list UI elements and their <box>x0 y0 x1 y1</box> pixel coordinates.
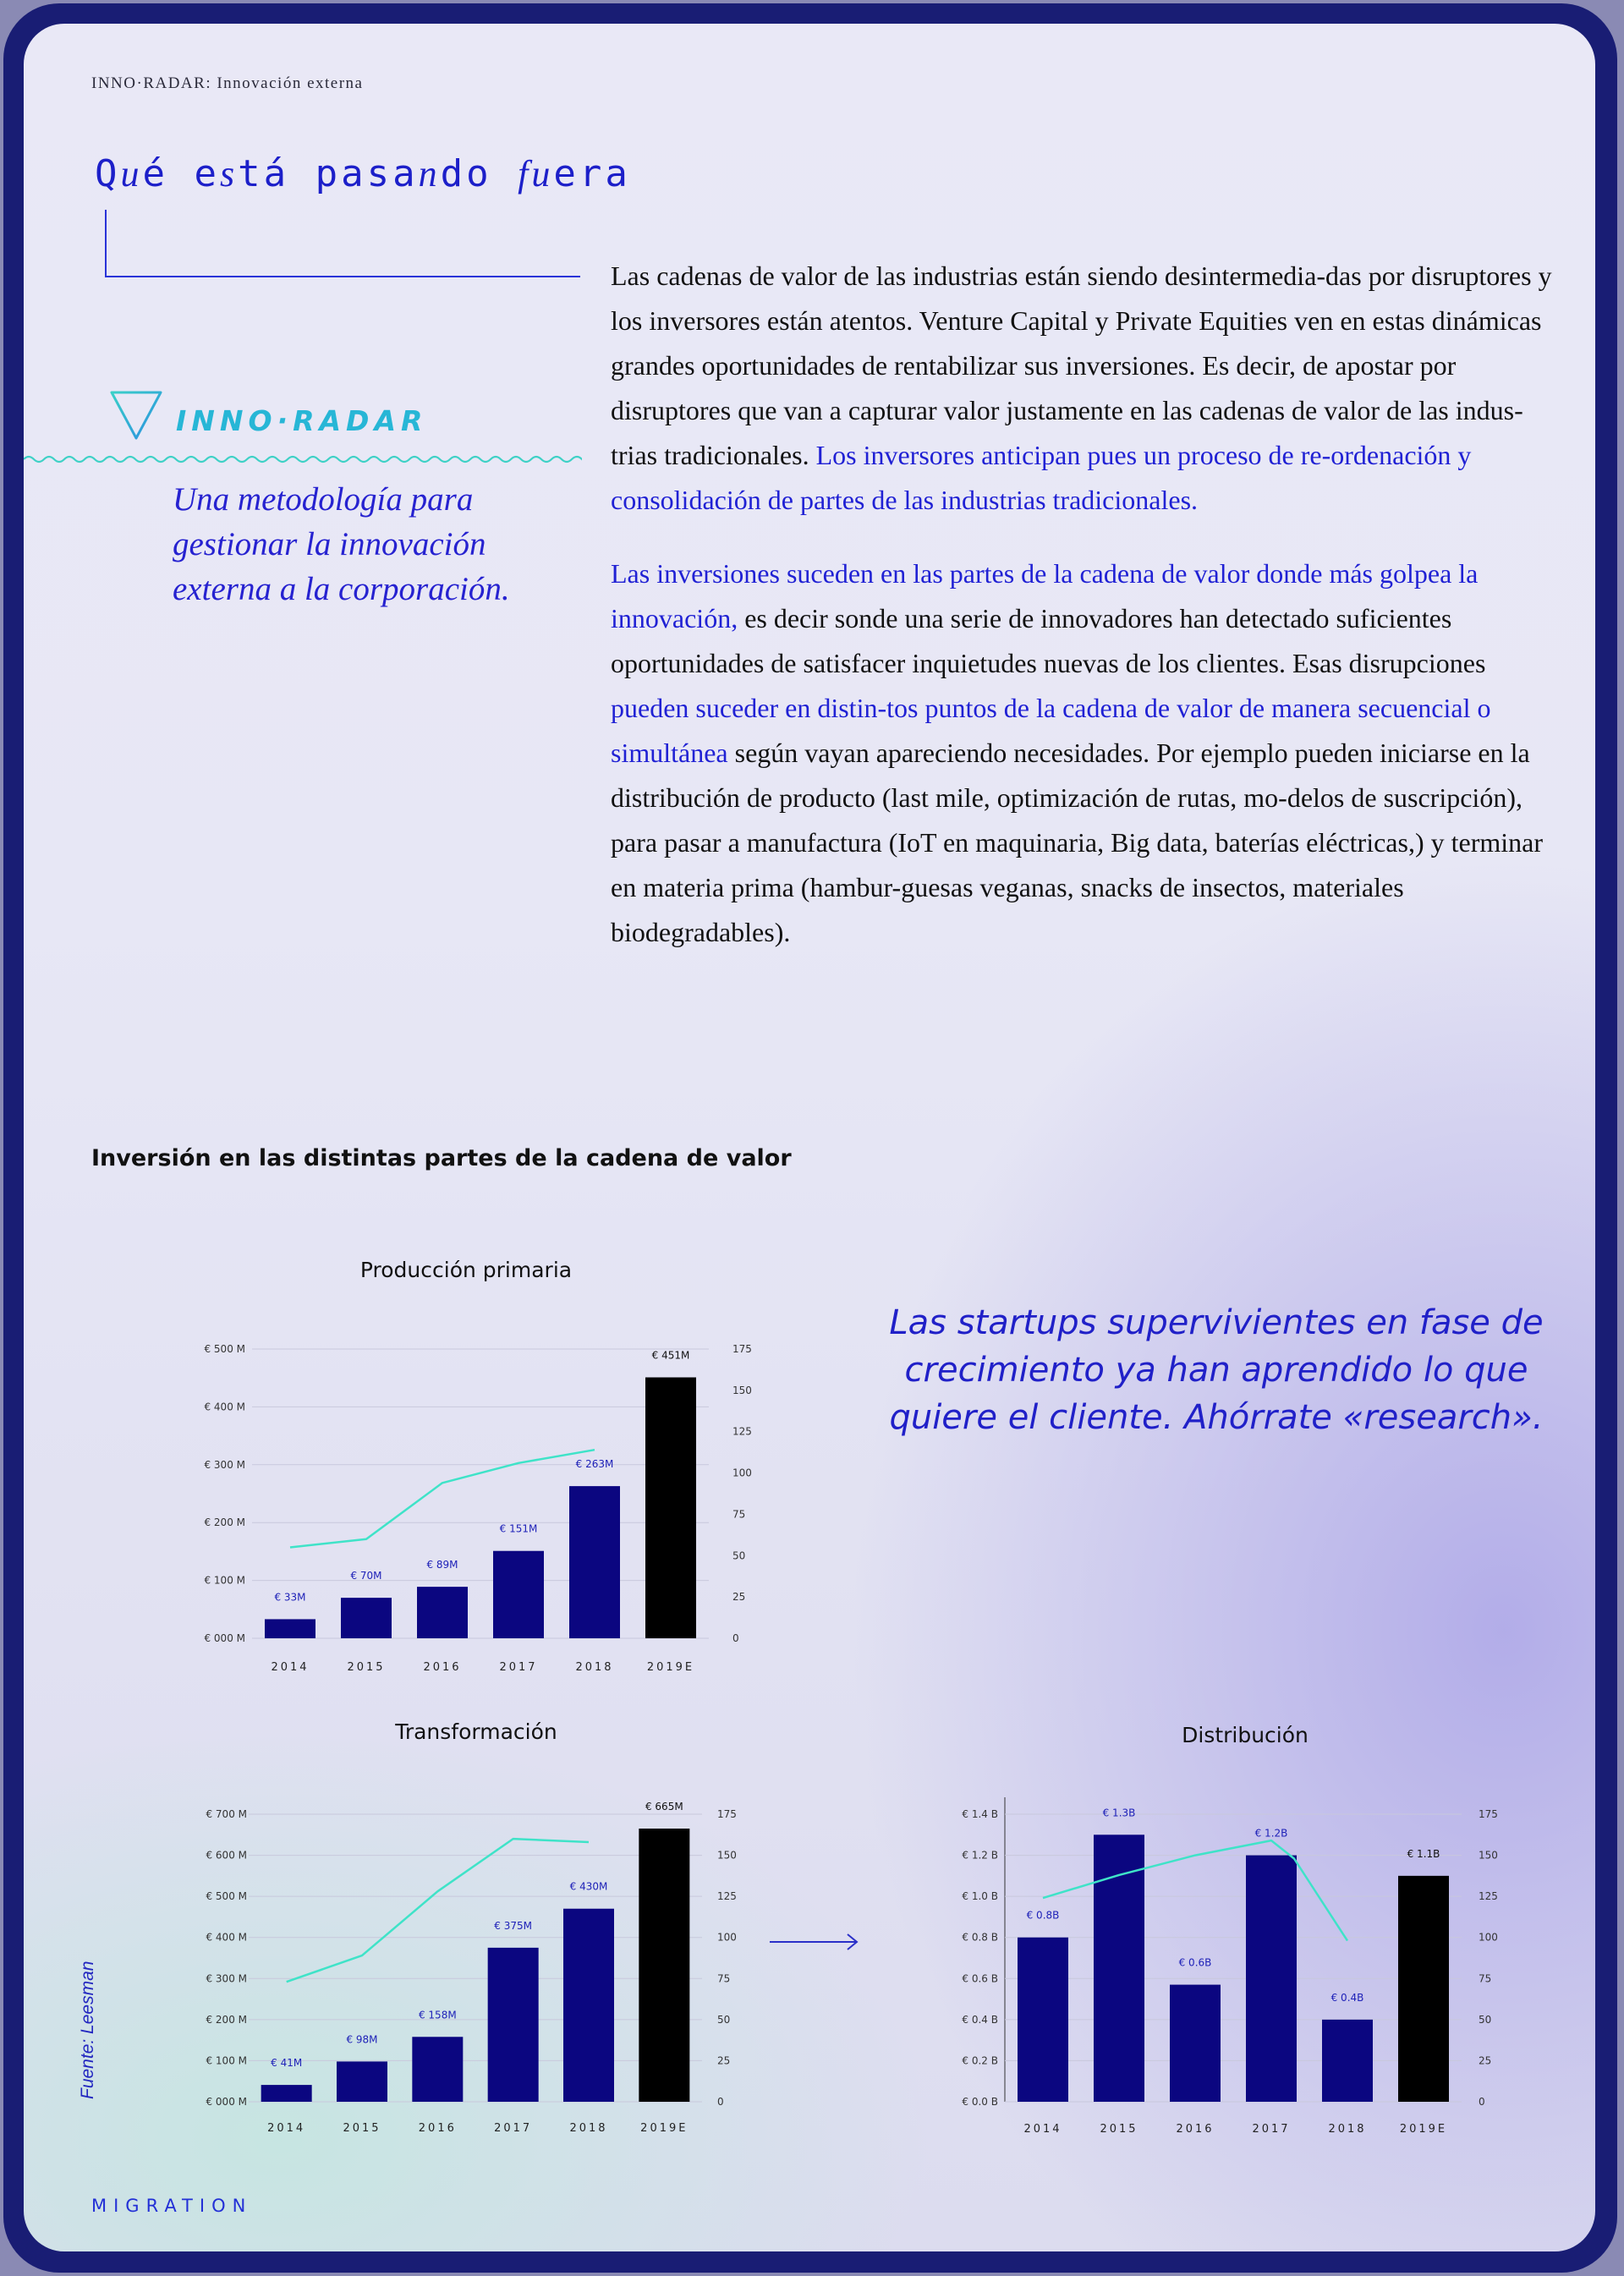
bar <box>1322 2020 1373 2102</box>
bar-value-label: € 1.2B <box>1254 1827 1288 1840</box>
y-tick-label: € 500 M <box>204 1343 245 1355</box>
x-tick-label: 2014 <box>1023 2123 1062 2136</box>
y-tick-label: € 600 M <box>206 1849 247 1862</box>
bar-value-label: € 451M <box>651 1349 690 1362</box>
y-tick-label: € 100 M <box>206 2054 247 2067</box>
source-note: Fuente: Leesman <box>78 1961 97 2099</box>
y-tick-label: € 0.6 B <box>962 1972 998 1985</box>
page-title-text: Qué está pasando fuera <box>95 152 631 195</box>
y2-tick-label: 75 <box>732 1508 746 1521</box>
bar-value-label: € 665M <box>645 1801 683 1813</box>
y-tick-label: € 200 M <box>206 2013 247 2026</box>
bar <box>645 1378 696 1638</box>
bar-value-label: € 41M <box>271 2057 303 2070</box>
page <box>24 24 1595 2251</box>
y2-tick-label: 150 <box>732 1384 752 1396</box>
x-tick-label: 2018 <box>1328 2123 1367 2136</box>
bar <box>417 1587 468 1638</box>
paragraph-1-highlight: Los inversores anticipan pues un proceso de re-ordenación y consolidación de partes de las industrias tradicionales. <box>611 440 1472 515</box>
bar <box>488 1948 539 2102</box>
y-tick-label: € 300 M <box>206 1972 247 1985</box>
bar-value-label: € 430M <box>569 1880 608 1893</box>
chart-distribucion <box>903 1707 1546 2147</box>
y2-tick-label: 175 <box>717 1808 737 1820</box>
paragraph-2-text-2: según vayan apareciendo necesidades. Por ejemplo pueden iniciarse en la distribución de producto (last mile, optimización de rutas, mo-delos de suscripción), para pasar a manufactura (IoT en maquinaria, Big data, baterías eléctricas,) y terminar en materia prima (hambur-guesas veganas, snacks de insectos, materiales biodegradables). <box>611 738 1543 947</box>
bar-value-label: € 263M <box>575 1458 614 1471</box>
y-tick-label: € 1.4 B <box>962 1808 998 1820</box>
y2-tick-label: 50 <box>1479 2013 1492 2026</box>
x-tick-label: 2017 <box>494 2122 533 2135</box>
chart-produccion-primaria <box>151 1242 793 1690</box>
line-series <box>287 1839 589 1982</box>
y2-tick-label: 100 <box>1479 1931 1498 1944</box>
x-tick-label: 2017 <box>1252 2123 1291 2136</box>
bar <box>1246 1856 1297 2102</box>
y-tick-label: € 500 M <box>206 1890 247 1903</box>
bar-value-label: € 98M <box>346 2033 378 2046</box>
y2-tick-label: 0 <box>1479 2096 1485 2108</box>
bar <box>563 1909 614 2102</box>
bar <box>1398 1876 1449 2102</box>
y-tick-label: € 700 M <box>206 1808 247 1820</box>
bar-value-label: € 0.8B <box>1026 1909 1060 1922</box>
bar-value-label: € 0.6B <box>1178 1956 1212 1969</box>
bar-value-label: € 0.4B <box>1330 1991 1364 2004</box>
y2-tick-label: 125 <box>1479 1890 1498 1903</box>
chart-transformacion <box>151 1703 793 2143</box>
paragraph-2 <box>611 551 1566 955</box>
y-tick-label: € 0.8 B <box>962 1931 998 1944</box>
bar-value-label: € 158M <box>418 2009 457 2021</box>
bar <box>493 1551 544 1638</box>
y-tick-label: € 200 M <box>204 1516 245 1529</box>
y2-tick-label: 75 <box>717 1972 731 1985</box>
brand-footer: MIGRATION <box>91 2196 253 2216</box>
y2-tick-label: 125 <box>732 1425 752 1438</box>
bar-value-label: € 33M <box>274 1591 306 1604</box>
bar <box>412 2037 463 2102</box>
x-tick-label: 2019E <box>1399 2123 1448 2136</box>
body-text <box>611 254 1566 984</box>
chart-title: Transformación <box>395 1719 557 1744</box>
y-tick-label: € 0.2 B <box>962 2054 998 2067</box>
bar-value-label: € 1.3B <box>1102 1807 1136 1819</box>
title-vertical-rule <box>105 210 107 277</box>
y2-tick-label: 100 <box>717 1931 737 1944</box>
bar-value-label: € 70M <box>350 1570 382 1582</box>
y2-tick-label: 150 <box>717 1849 737 1862</box>
bar <box>569 1486 620 1638</box>
y-tick-label: € 0.4 B <box>962 2013 998 2026</box>
y-tick-label: € 300 M <box>204 1458 245 1471</box>
y-tick-label: € 000 M <box>206 2096 247 2108</box>
header-label: INNO·RADAR: Innovación externa <box>91 74 364 92</box>
bar <box>639 1829 689 2102</box>
bar <box>1018 1938 1068 2102</box>
bar-value-label: € 89M <box>426 1559 458 1571</box>
y2-tick-label: 125 <box>717 1890 737 1903</box>
y2-tick-label: 75 <box>1479 1972 1492 1985</box>
x-tick-label: 2018 <box>569 2122 608 2135</box>
y-tick-label: € 400 M <box>204 1401 245 1413</box>
y-tick-label: € 400 M <box>206 1931 247 1944</box>
wave-divider <box>24 453 582 465</box>
chart-title: Distribución <box>1182 1723 1309 1747</box>
x-tick-label: 2015 <box>347 1661 386 1674</box>
bar-value-label: € 375M <box>494 1919 533 1932</box>
y2-tick-label: 175 <box>732 1343 752 1355</box>
bar-value-label: € 151M <box>499 1522 538 1535</box>
y2-tick-label: 25 <box>717 2054 731 2067</box>
paragraph-2-highlight-2: pueden suceder en distin-tos puntos de la cadena de valor de manera secuencial o simultánea <box>611 693 1491 768</box>
bar <box>1170 1985 1221 2102</box>
x-tick-label: 2019E <box>640 2122 689 2135</box>
bar-value-label: € 1.1B <box>1407 1847 1440 1860</box>
paragraph-1-text: Las cadenas de valor de las industrias están siendo desintermedia-das por disruptores y los inversores están atentos. Venture Capital y Private Equities ven en estas dinámicas grandes oportunidades de rentabilizar sus inversiones. Es decir, de apostar por disruptores que van a capturar valor justamente en las cadenas de valor de las indus-trias tradicionales. <box>611 261 1552 470</box>
x-tick-label: 2015 <box>343 2122 381 2135</box>
y2-tick-label: 0 <box>717 2096 724 2108</box>
paragraph-2-text-1: es decir sonde una serie de innovadores han detectado suficientes oportunidades de satisfacer inquietudes nuevas de los clientes. Esas disrupciones <box>611 603 1486 678</box>
paragraph-2-highlight-1: Las inversiones suceden en las partes de la cadena de valor donde más golpea la innovación, <box>611 558 1479 633</box>
y2-tick-label: 25 <box>732 1591 746 1604</box>
x-tick-label: 2015 <box>1100 2123 1138 2136</box>
title-horizontal-rule <box>105 276 580 277</box>
logo-text: INNO·RADAR <box>176 404 428 437</box>
y-tick-label: € 1.2 B <box>962 1849 998 1862</box>
x-tick-label: 2016 <box>418 2122 457 2135</box>
bar <box>265 1619 315 1638</box>
x-tick-label: 2017 <box>499 1661 538 1674</box>
y2-tick-label: 175 <box>1479 1808 1498 1820</box>
y2-tick-label: 50 <box>732 1549 746 1562</box>
bar <box>261 2085 312 2102</box>
x-tick-label: 2016 <box>1176 2123 1215 2136</box>
paragraph-1 <box>611 254 1566 523</box>
x-tick-label: 2014 <box>271 1661 310 1674</box>
chart-title: Producción primaria <box>359 1258 573 1282</box>
arrow-right-icon <box>768 1932 861 1952</box>
bar <box>341 1598 392 1638</box>
y-tick-label: € 100 M <box>204 1574 245 1587</box>
x-tick-label: 2016 <box>423 1661 462 1674</box>
y-tick-label: € 0.0 B <box>962 2096 998 2108</box>
tagline: Una metodología para gestionar la innovación externa a la corporación. <box>173 481 510 607</box>
triangle-logo-icon <box>108 389 164 446</box>
y2-tick-label: 0 <box>732 1632 739 1644</box>
pull-quote: Las startups supervivientes en fase de crecimiento ya han aprendido lo que quiere el cliente. Ahórrate «research». <box>889 1303 1544 1437</box>
x-tick-label: 2019E <box>646 1661 695 1674</box>
y2-tick-label: 25 <box>1479 2054 1492 2067</box>
y2-tick-label: 50 <box>717 2013 731 2026</box>
x-tick-label: 2014 <box>267 2122 306 2135</box>
y-tick-label: € 000 M <box>204 1632 245 1644</box>
x-tick-label: 2018 <box>575 1661 614 1674</box>
y2-tick-label: 100 <box>732 1467 752 1479</box>
page-title <box>95 152 631 195</box>
y2-tick-label: 150 <box>1479 1849 1498 1862</box>
bar <box>337 2061 387 2102</box>
section-title: Inversión en las distintas partes de la cadena de valor <box>91 1145 792 1171</box>
y-tick-label: € 1.0 B <box>962 1890 998 1903</box>
